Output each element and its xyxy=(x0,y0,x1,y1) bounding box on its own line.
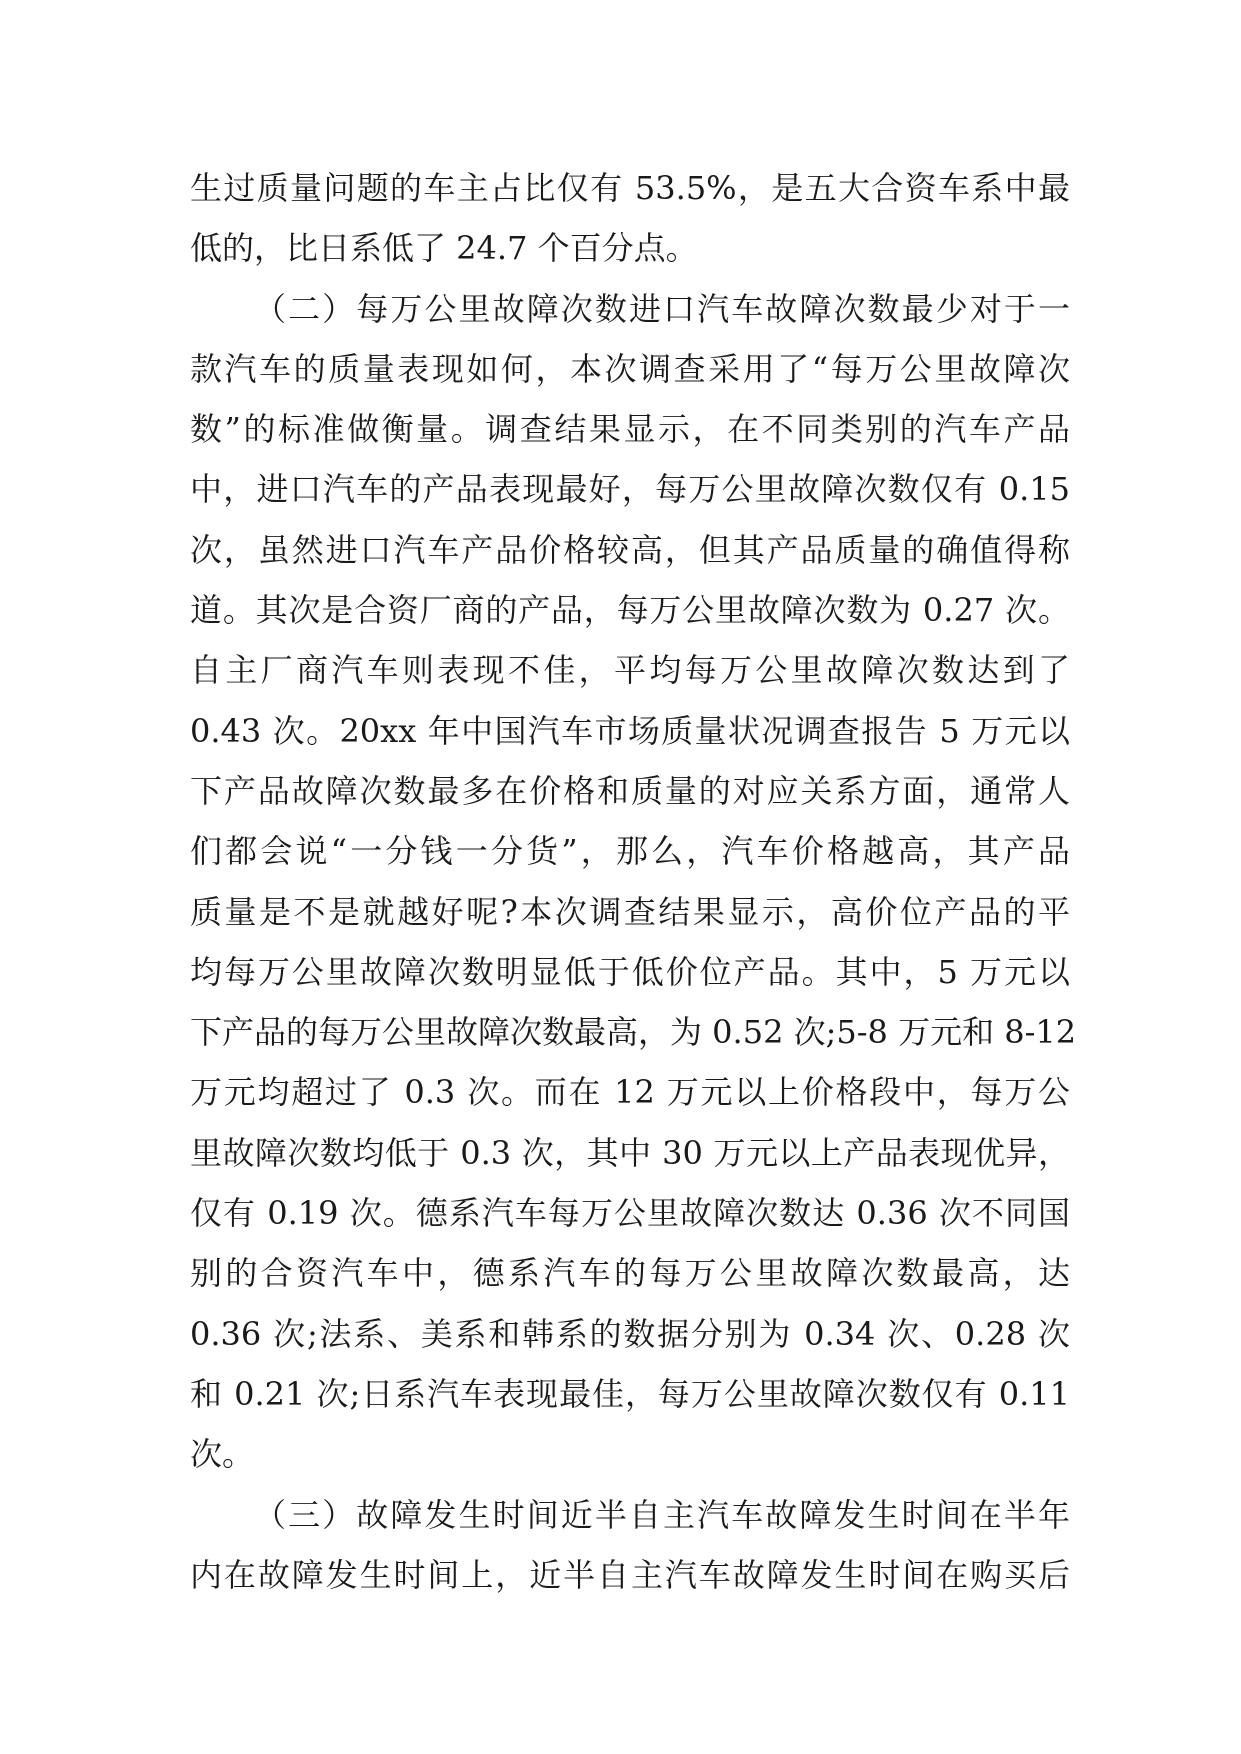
text-line: 道。其次是合资厂商的产品，每万公里故障次数为 0.27 次。 xyxy=(190,591,1070,630)
text-line: 自主厂商汽车则表现不佳，平均每万公里故障次数达到了 xyxy=(190,651,1070,690)
text-line: 下产品的每万公里故障次数最高，为 0.52 次;5-8 万元和 8-12 xyxy=(190,1013,1077,1052)
text-line: 质量是不是就越好呢?本次调查结果显示，高价位产品的平 xyxy=(190,892,1070,931)
text-line: 次。 xyxy=(190,1435,255,1474)
body-text xyxy=(190,158,1077,1605)
text-line: 下产品故障次数最多在价格和质量的对应关系方面，通常人 xyxy=(190,771,1070,810)
text-line: 均每万公里故障次数明显低于低价位产品。其中，5 万元以 xyxy=(190,952,1070,991)
text-line: （二）每万公里故障次数进口汽车故障次数最少对于一 xyxy=(254,289,1070,328)
text-line: 和 0.21 次;日系汽车表现最佳，每万公里故障次数仅有 0.11 xyxy=(190,1374,1070,1413)
text-line: 数”的标准做衡量。调查结果显示，在不同类别的汽车产品 xyxy=(190,410,1070,449)
text-line: 0.36 次;法系、美系和韩系的数据分别为 0.34 次、0.28 次 xyxy=(190,1314,1070,1353)
text-line: （三）故障发生时间近半自主汽车故障发生时间在半年 xyxy=(254,1495,1070,1534)
text-line: 们都会说“一分钱一分货”，那么，汽车价格越高，其产品 xyxy=(190,832,1070,871)
text-line: 款汽车的质量表现如何，本次调查采用了“每万公里故障次 xyxy=(190,349,1070,388)
text-line: 0.43 次。20xx 年中国汽车市场质量状况调查报告 5 万元以 xyxy=(190,711,1070,750)
text-line: 别的合资汽车中，德系汽车的每万公里故障次数最高，达 xyxy=(190,1254,1070,1293)
text-line: 中，进口汽车的产品表现最好，每万公里故障次数仅有 0.15 xyxy=(190,470,1070,509)
text-line: 低的，比日系低了 24.7 个百分点。 xyxy=(190,229,698,268)
text-line: 仅有 0.19 次。德系汽车每万公里故障次数达 0.36 次不同国 xyxy=(190,1194,1070,1233)
text-line: 内在故障发生时间上，近半自主汽车故障发生时间在购买后 xyxy=(190,1555,1070,1594)
text-line: 生过质量问题的车主占比仅有 53.5%，是五大合资车系中最 xyxy=(190,169,1070,207)
text-line: 次，虽然进口汽车产品价格较高，但其产品质量的确值得称 xyxy=(190,530,1070,569)
text-line: 里故障次数均低于 0.3 次，其中 30 万元以上产品表现优异， xyxy=(190,1133,1070,1172)
text-line: 万元均超过了 0.3 次。而在 12 万元以上价格段中，每万公 xyxy=(190,1073,1070,1112)
